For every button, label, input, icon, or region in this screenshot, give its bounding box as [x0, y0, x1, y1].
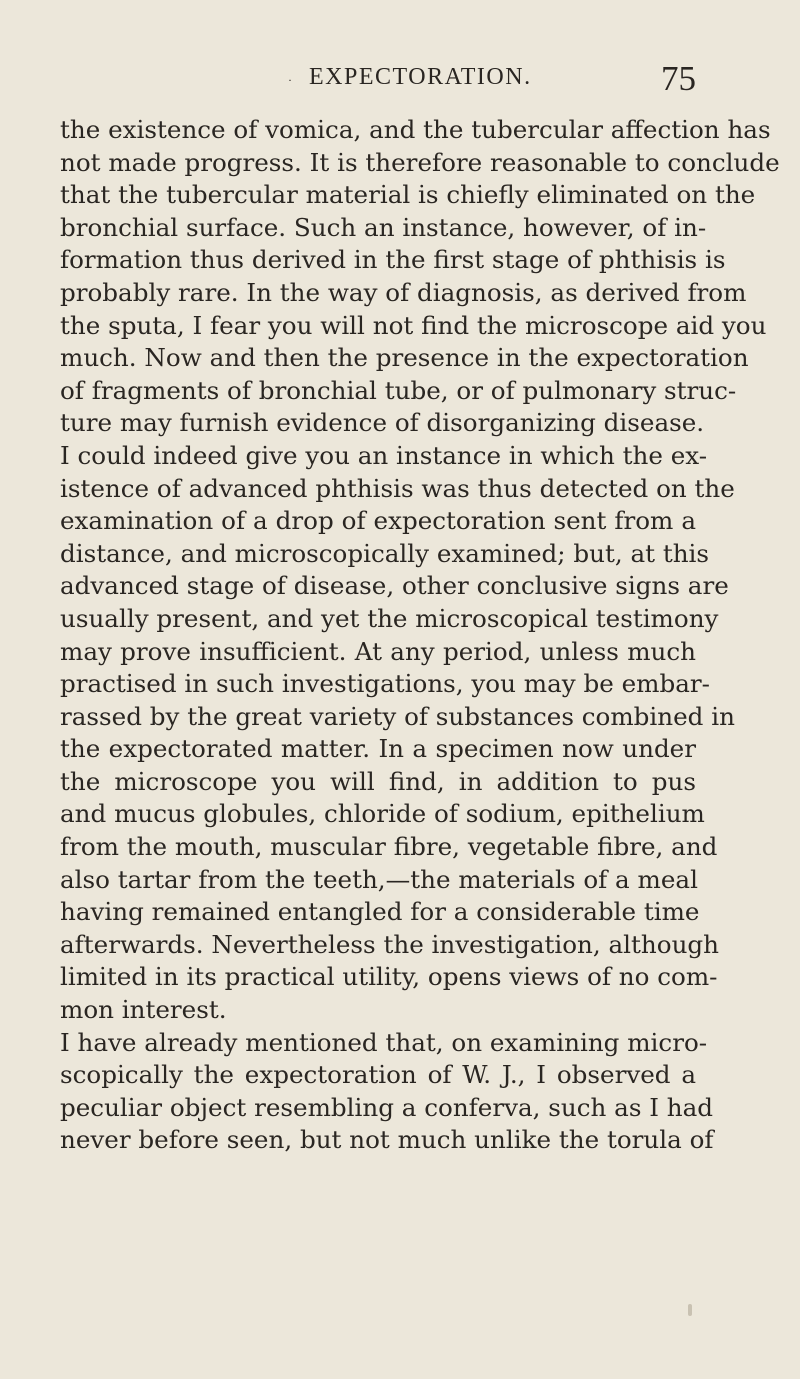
printer-mark: ·	[288, 73, 292, 87]
text-line: I have already mentioned that, on examining micro-	[60, 1027, 708, 1057]
text-line: never before seen, but not much unlike the torula of	[60, 1125, 714, 1155]
page-number: 75	[661, 59, 696, 98]
text-line: from the mouth, muscular fibre, vegetable fibre, and	[60, 832, 718, 862]
text-line: I could indeed give you an instance in which the ex-	[60, 440, 708, 470]
text-line: usually present, and yet the microscopical testimony	[60, 603, 719, 633]
text-line: rassed by the great variety of substances combined in	[60, 701, 735, 731]
text-line: examination of a drop of expectoration sent from a	[60, 506, 696, 536]
text-line: of fragments of bronchial tube, or of pulmonary struc-	[60, 375, 737, 405]
text-line: the sputa, I fear you will not find the microscope aid you	[60, 310, 767, 340]
text-line: mon interest.	[60, 995, 227, 1025]
text-line: scopically the expectoration of W. J., I observed a	[60, 1060, 696, 1090]
text-line: limited in its practical utility, opens views of no com-	[60, 962, 718, 992]
text-line: probably rare. In the way of diagnosis, as derived from	[60, 277, 747, 307]
text-line: having remained entangled for a considerable time	[60, 897, 700, 927]
text-line: advanced stage of disease, other conclusive signs are	[60, 571, 729, 601]
paper-speck	[688, 1304, 692, 1316]
text-line: formation thus derived in the first stage of phthisis is	[60, 245, 726, 275]
text-line: much. Now and then the presence in the expectoration	[60, 343, 749, 373]
running-head	[60, 59, 696, 102]
text-line: the expectorated matter. In a specimen now under	[60, 734, 696, 764]
text-line: the microscope you will find, in addition to pus	[60, 766, 696, 796]
text-line: istence of advanced phthisis was thus detected on the	[60, 473, 735, 503]
text-line: bronchial surface. Such an instance, however, of in-	[60, 212, 707, 242]
text-line: distance, and microscopically examined; but, at this	[60, 538, 710, 568]
text-line: may prove insufficient. At any period, unless much	[60, 636, 696, 666]
running-title: EXPECTORATION.	[309, 64, 532, 90]
body-text	[60, 114, 780, 1157]
text-line: not made progress. It is therefore reasonable to conclude	[60, 147, 780, 177]
text-line: afterwards. Nevertheless the investigation, although	[60, 929, 719, 959]
text-line: practised in such investigations, you may be embar-	[60, 669, 710, 699]
text-line: ture may furnish evidence of disorganizing disease.	[60, 408, 705, 438]
text-line: also tartar from the teeth,—the materials of a meal	[60, 864, 698, 894]
text-line: that the tubercular material is chiefly eliminated on the	[60, 180, 756, 210]
text-line: peculiar object resembling a conferva, such as I had	[60, 1092, 714, 1122]
text-line: and mucus globules, chloride of sodium, epithelium	[60, 799, 705, 829]
text-line: the existence of vomica, and the tubercular affection has	[60, 115, 771, 144]
